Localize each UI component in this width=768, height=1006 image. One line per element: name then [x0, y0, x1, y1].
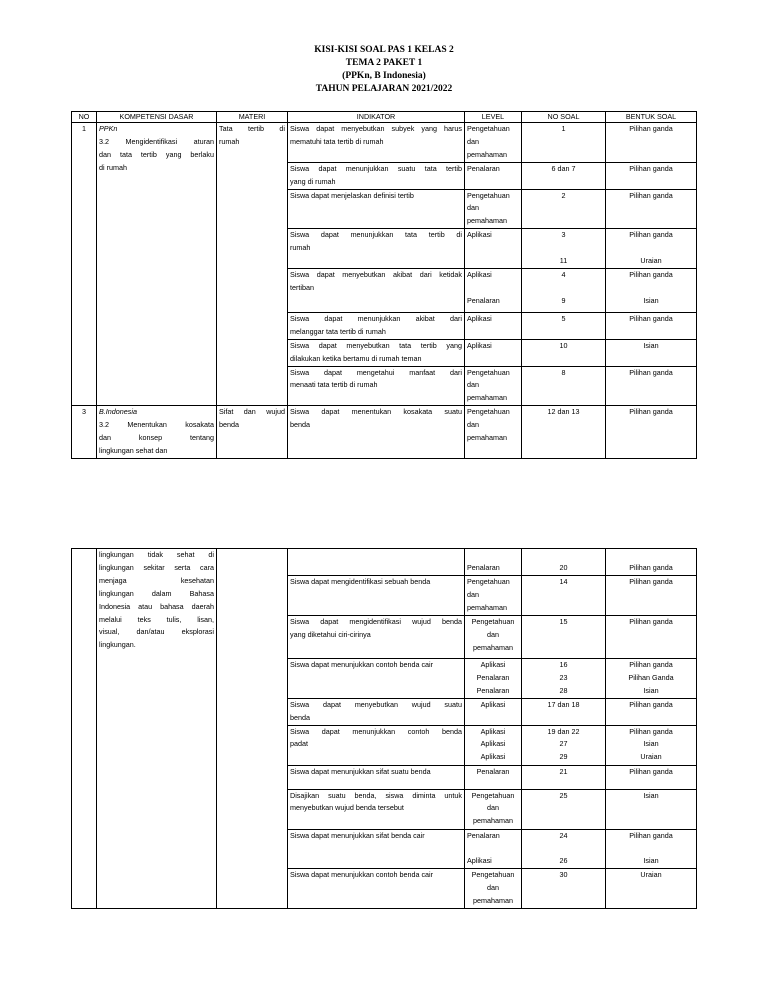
cell-line: 4 [561, 269, 566, 279]
indikator-cell [288, 829, 465, 869]
level-cell [465, 189, 522, 229]
cell-line: Isian [643, 340, 659, 350]
no-soal-cell [522, 549, 606, 576]
cell-line: Siswa dapat menunjukkan sifat suatu benda [290, 766, 431, 776]
bentuk-soal-cell [606, 576, 697, 616]
cell-line: Siswa dapat menyebutkan wujud suatu [290, 699, 462, 709]
cell-line: dan [467, 380, 479, 390]
level-cell [465, 406, 522, 459]
cell-line: Penalaran [467, 295, 500, 305]
cell-line: dan [467, 589, 479, 599]
cell-line: Aplikasi [480, 726, 506, 736]
cell-line: Disajikan suatu benda, siswa diminta untuk [290, 790, 462, 800]
indikator-cell [288, 549, 465, 576]
cell-line: 9 [561, 295, 566, 305]
doc-title-line-3: (PPKn, B Indonesia) [342, 71, 426, 81]
cell-line: dan [487, 803, 499, 813]
cell-line: Pilihan ganda [629, 230, 673, 240]
cell-line: 28 [559, 685, 568, 695]
indikator-cell [288, 698, 465, 725]
cell-line: dan [467, 203, 479, 213]
cell-line: Siswa dapat menunjukkan contoh benda cair [290, 659, 434, 669]
cell-line: Pilihan ganda [629, 190, 673, 200]
cell-line: pemahaman [473, 896, 513, 906]
kisi-kisi-table-page-1 [71, 111, 697, 459]
bentuk-soal-cell [606, 123, 697, 163]
indikator-cell [288, 869, 465, 909]
subject-label: PPKn [99, 124, 118, 133]
no-soal-cell [522, 162, 606, 189]
cell-line: Siswa dapat menunjukkan suatu tata tertib [290, 163, 462, 173]
cell-line: pemahaman [467, 602, 507, 612]
cell-line [524, 282, 603, 295]
bentuk-soal-cell [606, 366, 697, 406]
cell-line: lingkungan sekitar serta cara [99, 562, 214, 572]
cell-line: Aplikasi [480, 752, 506, 762]
level-cell [465, 339, 522, 366]
kompetensi-cell [97, 123, 217, 406]
cell-line: visual, dan/atau eksplorasi [99, 627, 214, 637]
cell-line: rumah [290, 243, 311, 253]
no-soal-cell [522, 789, 606, 829]
no-soal-cell [522, 698, 606, 725]
cell-line: Siswa dapat menyebutkan subyek yang harus [290, 124, 462, 133]
cell-line [608, 842, 694, 855]
cell-line: 26 [559, 856, 568, 866]
cell-line: 2 [561, 190, 566, 200]
cell-line: Pilihan ganda [629, 766, 673, 776]
bentuk-soal-cell [606, 658, 697, 698]
cell-line: Penalaran [467, 562, 500, 572]
cell-line: Pilihan ganda [629, 699, 673, 709]
col-header-kompetensi: KOMPETENSI DASAR [97, 112, 217, 123]
cell-line: 11 [559, 256, 568, 266]
cell-line: Tata tertib di [219, 124, 285, 133]
cell-line: Pilihan ganda [629, 659, 673, 669]
no-soal-cell [522, 615, 606, 658]
cell-line [608, 242, 694, 255]
cell-line: Pilihan ganda [629, 163, 673, 173]
cell-line: pemahaman [467, 433, 507, 443]
cell-line: Pengetahuan [471, 870, 515, 880]
cell-line: Isian [643, 685, 659, 695]
indikator-cell [288, 658, 465, 698]
cell-line: Sifat dan wujud [219, 407, 285, 417]
no-soal-cell [522, 406, 606, 459]
indikator-cell [288, 789, 465, 829]
cell-line: benda [290, 712, 310, 722]
indikator-cell [288, 229, 465, 269]
no-soal-cell [522, 268, 606, 312]
cell-line: Aplikasi [480, 659, 506, 669]
level-cell [465, 765, 522, 789]
cell-line: dan [487, 629, 499, 639]
no-soal-cell [522, 576, 606, 616]
cell-line: Pengetahuan [471, 616, 515, 626]
cell-line: Siswa dapat mengetahui manfaat dari [290, 367, 462, 377]
cell-line: Isian [643, 790, 659, 800]
bentuk-soal-cell [606, 869, 697, 909]
level-cell [465, 229, 522, 269]
bentuk-soal-cell [606, 162, 697, 189]
cell-line [467, 842, 519, 855]
cell-line: 23 [559, 672, 568, 682]
indikator-cell [288, 576, 465, 616]
no-soal-cell [522, 869, 606, 909]
cell-line: 25 [559, 790, 568, 800]
row-number: 3 [82, 407, 86, 417]
level-cell [465, 576, 522, 616]
cell-line: rumah [219, 136, 240, 146]
level-cell [465, 123, 522, 163]
cell-line: padat [290, 739, 308, 749]
kisi-kisi-table-page-2 [71, 548, 697, 909]
cell-line: 6 dan 7 [551, 163, 576, 173]
cell-line: pemahaman [473, 642, 513, 652]
cell-line: benda [219, 420, 239, 430]
no-soal-cell [522, 123, 606, 163]
cell-line: dan [467, 420, 479, 430]
cell-line: Siswa dapat menunjukkan tata tertib di [290, 230, 462, 240]
cell-line: Pengetahuan [467, 190, 510, 200]
cell-line: Uraian [640, 870, 662, 880]
no-soal-cell [522, 765, 606, 789]
level-cell [465, 829, 522, 869]
table-header-row [72, 112, 697, 123]
cell-line: 3 [561, 230, 566, 240]
cell-line: pemahaman [467, 393, 507, 403]
cell-line: Penalaran [476, 685, 510, 695]
col-header-indikator: INDIKATOR [288, 112, 465, 123]
cell-line: Pilihan Ganda [628, 672, 674, 682]
kompetensi-cell [97, 406, 217, 459]
cell-line: Siswa dapat menyebutkan akibat dari ketidak [290, 269, 462, 279]
cell-line: yang di rumah [290, 176, 336, 186]
cell-line: dan konsep tentang [99, 433, 214, 443]
bentuk-soal-cell [606, 698, 697, 725]
cell-line [524, 842, 603, 855]
level-cell [465, 312, 522, 339]
doc-title-line-2: TEMA 2 PAKET 1 [345, 58, 423, 68]
bentuk-soal-cell [606, 312, 697, 339]
cell-line: Pilihan ganda [629, 367, 673, 377]
cell-line: Penalaran [476, 766, 510, 776]
cell-line: Aplikasi [467, 269, 492, 279]
bentuk-soal-cell [606, 189, 697, 229]
cell-line: lingkungan. [99, 640, 136, 650]
level-cell [465, 615, 522, 658]
cell-line: pemahaman [473, 816, 513, 826]
bentuk-soal-cell [606, 268, 697, 312]
cell-line: Aplikasi [480, 699, 506, 709]
cell-line: Isian [643, 739, 659, 749]
bentuk-soal-cell [606, 725, 697, 765]
cell-line [608, 282, 694, 295]
cell-line: 5 [561, 313, 566, 323]
cell-line: 17 dan 18 [547, 699, 580, 709]
cell-line: Aplikasi [480, 739, 506, 749]
no-soal-cell [522, 658, 606, 698]
cell-line: 3.2 Menentukan kosakata [99, 420, 214, 430]
cell-line: Pilihan ganda [629, 313, 673, 323]
cell-line: benda [290, 420, 310, 430]
level-cell [465, 698, 522, 725]
level-cell [465, 549, 522, 576]
cell-line: Pilihan ganda [629, 562, 673, 572]
cell-line: 27 [559, 739, 568, 749]
no-soal-cell [522, 312, 606, 339]
cell-line: Pengetahuan [471, 790, 515, 800]
col-header-no-soal: NO SOAL [522, 112, 606, 123]
indikator-cell [288, 123, 465, 163]
cell-line: Pilihan ganda [629, 269, 673, 279]
cell-line: Aplikasi [467, 856, 492, 866]
cell-line: Siswa dapat menunjukkan contoh benda cair [290, 870, 434, 880]
subject-label: B.Indonesia [99, 407, 137, 417]
cell-line: dan tata tertib yang berlaku [99, 149, 214, 159]
cell-line: dan [467, 136, 479, 146]
indikator-cell [288, 615, 465, 658]
cell-line: dan [487, 883, 499, 893]
row-number-cell [72, 549, 97, 909]
cell-line: Siswa dapat mengidentifikasi sebuah benda [290, 577, 431, 586]
cell-line: menaati tata tertib di rumah [290, 380, 378, 390]
cell-line: 30 [559, 870, 568, 880]
table-row [72, 123, 697, 163]
cell-line: pemahaman [467, 216, 507, 226]
cell-line: Pengetahuan [467, 124, 510, 133]
cell-line: Pilihan ganda [629, 577, 673, 586]
cell-line: Pilihan ganda [629, 124, 673, 133]
cell-line: Penalaran [467, 830, 500, 840]
cell-line: Pilihan ganda [629, 726, 673, 736]
cell-line: Penalaran [476, 672, 510, 682]
cell-line: 15 [559, 616, 568, 626]
cell-line: lingkungan sehat dan [99, 446, 168, 456]
bentuk-soal-cell [606, 229, 697, 269]
cell-line [467, 549, 519, 562]
cell-line: Pilihan ganda [629, 830, 673, 840]
no-soal-cell [522, 829, 606, 869]
cell-line: Aplikasi [467, 313, 492, 323]
cell-line: 24 [559, 830, 568, 840]
cell-line: Indonesia atau bahasa daerah [99, 601, 214, 611]
cell-line [524, 549, 603, 562]
no-soal-cell [522, 725, 606, 765]
cell-line: pemahaman [467, 149, 507, 159]
cell-line: Uraian [640, 256, 662, 266]
no-soal-cell [522, 189, 606, 229]
kompetensi-cell [97, 549, 217, 909]
indikator-cell [288, 312, 465, 339]
cell-line: Pengetahuan [467, 367, 510, 377]
cell-line: Aplikasi [467, 340, 492, 350]
cell-line: menyebutkan wujud benda tersebut [290, 803, 404, 813]
cell-line: tertiban [290, 282, 314, 292]
cell-line: menjaga kesehatan [99, 575, 214, 585]
table-row [72, 406, 697, 459]
cell-line: yang diketahui ciri-cirinya [290, 629, 371, 639]
cell-line: 16 [559, 659, 568, 669]
indikator-cell [288, 189, 465, 229]
cell-line: lingkungan dalam Bahasa [99, 588, 214, 598]
row-number-cell [72, 406, 97, 459]
bentuk-soal-cell [606, 339, 697, 366]
cell-line: Pengetahuan [467, 577, 510, 586]
materi-cell [217, 549, 288, 909]
cell-line: melanggar tata tertib di rumah [290, 326, 386, 336]
bentuk-soal-cell [606, 406, 697, 459]
cell-line [608, 549, 694, 562]
cell-line: 3.2 Mengidentifikasi aturan [99, 136, 214, 146]
bentuk-soal-cell [606, 615, 697, 658]
no-soal-cell [522, 339, 606, 366]
cell-line: Isian [643, 856, 659, 866]
indikator-cell [288, 268, 465, 312]
cell-line: 10 [559, 340, 568, 350]
indikator-cell [288, 765, 465, 789]
col-header-materi: MATERI [217, 112, 288, 123]
cell-line: Pilihan ganda [629, 407, 673, 417]
level-cell [465, 268, 522, 312]
col-header-bentuk-soal: BENTUK SOAL [606, 112, 697, 123]
cell-line: 20 [559, 562, 568, 572]
cell-line: 14 [559, 577, 568, 586]
cell-line: Siswa dapat menunjukkan sifat benda cair [290, 830, 425, 840]
cell-line: Aplikasi [467, 230, 492, 240]
row-number: 1 [82, 124, 86, 133]
no-soal-cell [522, 366, 606, 406]
cell-line: Siswa dapat menunjukkan akibat dari [290, 313, 462, 323]
level-cell [465, 162, 522, 189]
cell-line: Siswa dapat menunjukkan contoh benda [290, 726, 462, 736]
cell-line: 21 [559, 766, 568, 776]
col-header-level: LEVEL [465, 112, 522, 123]
indikator-cell [288, 725, 465, 765]
cell-line: lingkungan tidak sehat di [99, 550, 214, 559]
materi-cell [217, 406, 288, 459]
cell-line: Pilihan ganda [629, 616, 673, 626]
bentuk-soal-cell [606, 549, 697, 576]
doc-title-line-4: TAHUN PELAJARAN 2021/2022 [315, 84, 453, 94]
cell-line: Isian [643, 295, 659, 305]
cell-line: 29 [559, 752, 568, 762]
doc-title-line-1: KISI-KISI SOAL PAS 1 KELAS 2 [314, 45, 454, 55]
cell-line: Siswa dapat menjelaskan definisi tertib [290, 190, 414, 200]
cell-line: 12 dan 13 [547, 407, 580, 417]
level-cell [465, 789, 522, 829]
table-row [72, 549, 697, 576]
cell-line: Siswa dapat mengidentifikasi wujud benda [290, 616, 462, 626]
cell-line: di rumah [99, 162, 127, 172]
cell-line [467, 282, 519, 295]
cell-line: dilakukan ketika bertamu di rumah teman [290, 353, 422, 363]
cell-line [524, 242, 603, 255]
cell-line: Siswa dapat menyebutkan tata tertib yang [290, 340, 462, 350]
indikator-cell [288, 162, 465, 189]
bentuk-soal-cell [606, 789, 697, 829]
no-soal-cell [522, 229, 606, 269]
materi-cell [217, 123, 288, 406]
cell-line: 1 [561, 124, 566, 133]
cell-line: Pengetahuan [467, 407, 510, 417]
level-cell [465, 366, 522, 406]
bentuk-soal-cell [606, 765, 697, 789]
indikator-cell [288, 366, 465, 406]
cell-line: Uraian [640, 752, 662, 762]
cell-line: Penalaran [467, 163, 500, 173]
level-cell [465, 725, 522, 765]
cell-line: 8 [561, 367, 566, 377]
indikator-cell [288, 339, 465, 366]
row-number-cell [72, 123, 97, 406]
cell-line: melalui teks tulis, lisan, [99, 614, 214, 624]
indikator-cell [288, 406, 465, 459]
cell-line: Siswa dapat menentukan kosakata suatu [290, 407, 462, 417]
level-cell [465, 869, 522, 909]
col-header-no: NO [72, 112, 97, 123]
level-cell [465, 658, 522, 698]
cell-line: 19 dan 22 [547, 726, 580, 736]
cell-line: mematuhi tata tertib di rumah [290, 136, 384, 146]
bentuk-soal-cell [606, 829, 697, 869]
